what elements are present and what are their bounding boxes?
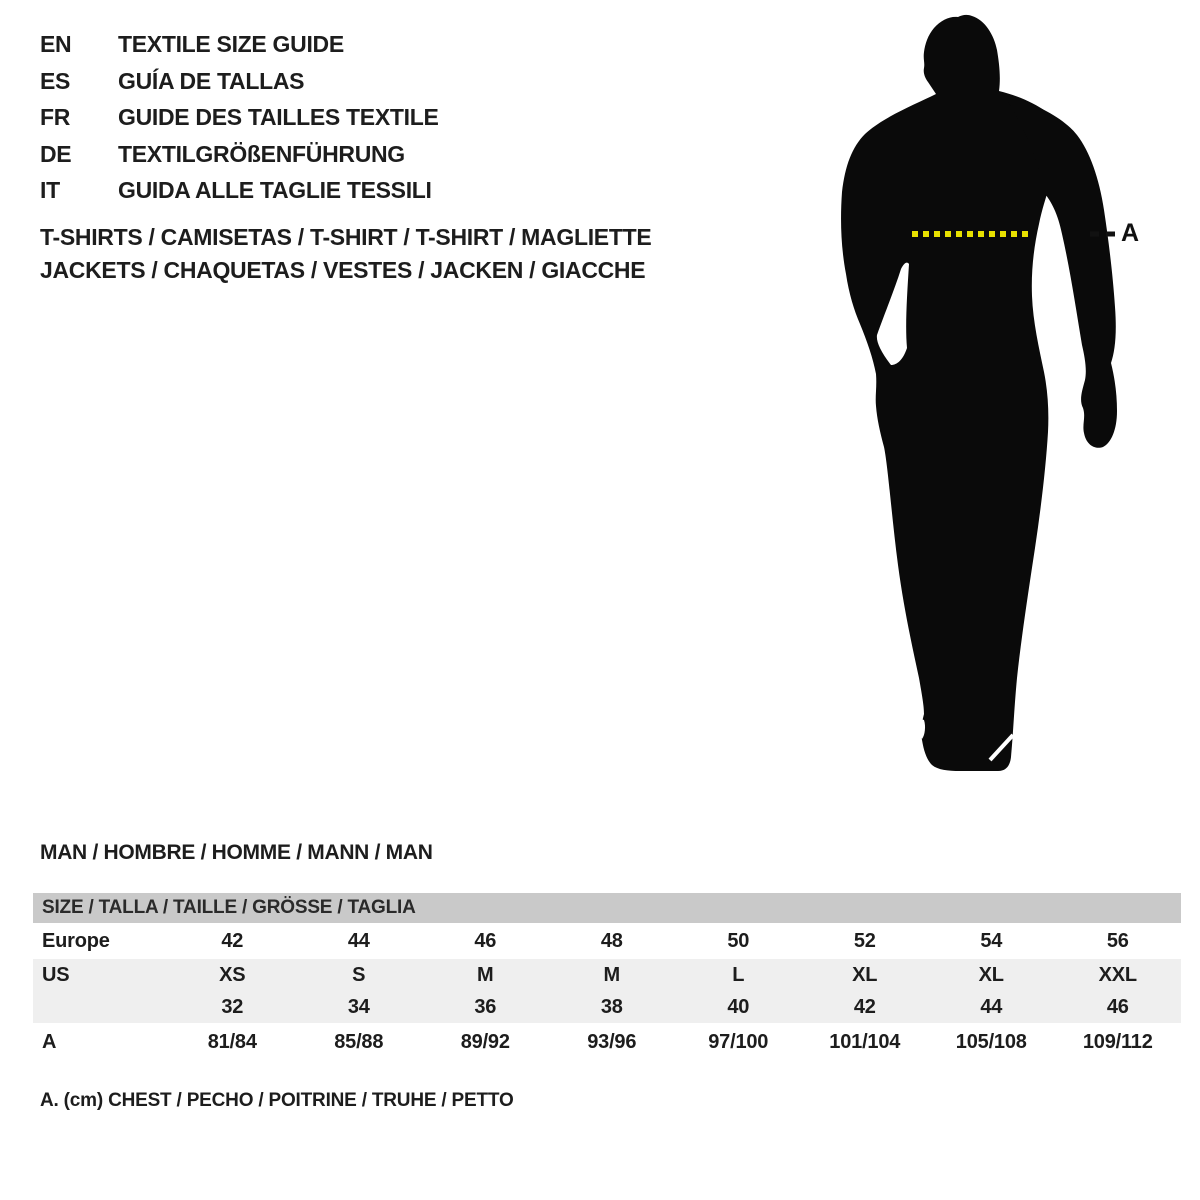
size-table-header: SIZE / TALLA / TAILLE / GRÖSSE / TAGLIA <box>33 893 1181 923</box>
man-silhouette <box>820 0 1200 800</box>
size-cell: 56 <box>1106 929 1129 952</box>
language-code: IT <box>40 177 60 203</box>
size-cell: M <box>603 963 620 986</box>
table-row <box>33 959 1181 991</box>
size-cell: L <box>732 963 745 986</box>
size-table-rows <box>33 923 1181 1061</box>
language-code: DE <box>40 140 72 167</box>
language-code: ES <box>40 67 71 94</box>
language-row <box>40 26 439 63</box>
size-cell: S <box>352 963 366 986</box>
size-cell: 50 <box>727 929 750 952</box>
language-label: TEXTILE SIZE GUIDE <box>118 31 344 57</box>
language-row <box>40 172 439 209</box>
size-cell: 36 <box>474 995 497 1018</box>
table-row <box>33 923 1181 959</box>
size-cell: 42 <box>853 995 876 1018</box>
measurement-label-a: A <box>1121 219 1140 247</box>
size-cell: 34 <box>347 995 370 1018</box>
language-code: EN <box>40 31 72 57</box>
size-cell: 109/112 <box>1082 1030 1153 1053</box>
size-cell: 101/104 <box>829 1030 901 1053</box>
language-label: GUIDA ALLE TAGLIE TESSILI <box>118 177 432 203</box>
size-cell: 81/84 <box>207 1030 257 1053</box>
size-cell: 85/88 <box>334 1030 384 1053</box>
language-label: GUÍA DE TALLAS <box>118 67 305 94</box>
language-list <box>40 26 439 209</box>
size-cell: 89/92 <box>460 1030 510 1053</box>
size-cell: 46 <box>1106 995 1129 1018</box>
category-line: T-SHIRTS / CAMISETAS / T-SHIRT / T-SHIRT / MAGLIETTE <box>40 224 652 250</box>
size-cell: M <box>477 963 494 986</box>
size-cell: 48 <box>600 929 623 952</box>
language-row <box>40 136 439 173</box>
size-cell: 38 <box>600 995 623 1018</box>
size-cell: 52 <box>853 929 876 952</box>
size-cell: 97/100 <box>708 1030 769 1053</box>
size-cell: 44 <box>347 929 370 952</box>
size-cell: 46 <box>474 929 497 952</box>
row-label: Europe <box>42 929 110 952</box>
table-row <box>33 1023 1181 1061</box>
size-cell: 42 <box>221 929 244 952</box>
language-label: TEXTILGRÖßENFÜHRUNG <box>118 140 405 167</box>
size-table <box>33 893 1181 1061</box>
size-cell: XL <box>852 963 878 986</box>
language-code: FR <box>40 104 71 130</box>
size-cell: 105/108 <box>955 1030 1027 1053</box>
size-cell: 44 <box>980 995 1003 1018</box>
measurement-footnote: A. (cm) CHEST / PECHO / POITRINE / TRUHE / PETTO <box>40 1090 514 1111</box>
language-row <box>40 63 439 100</box>
size-cell: XS <box>219 963 246 986</box>
size-cell: 54 <box>980 929 1003 952</box>
language-row <box>40 99 439 136</box>
language-label: GUIDE DES TAILLES TEXTILE <box>118 104 439 130</box>
man-figure <box>820 0 1200 800</box>
size-cell: XL <box>978 963 1004 986</box>
row-label: A <box>42 1030 57 1053</box>
size-cell: 93/96 <box>587 1030 637 1053</box>
table-row <box>33 991 1181 1023</box>
section-title: MAN / HOMBRE / HOMME / MANN / MAN <box>40 841 433 864</box>
size-cell: 32 <box>221 995 244 1018</box>
category-line: JACKETS / CHAQUETAS / VESTES / JACKEN / GIACCHE <box>40 257 646 283</box>
size-cell: XXL <box>1098 963 1137 986</box>
row-label: US <box>42 963 70 986</box>
size-cell: 40 <box>727 995 750 1018</box>
category-list <box>40 221 651 287</box>
